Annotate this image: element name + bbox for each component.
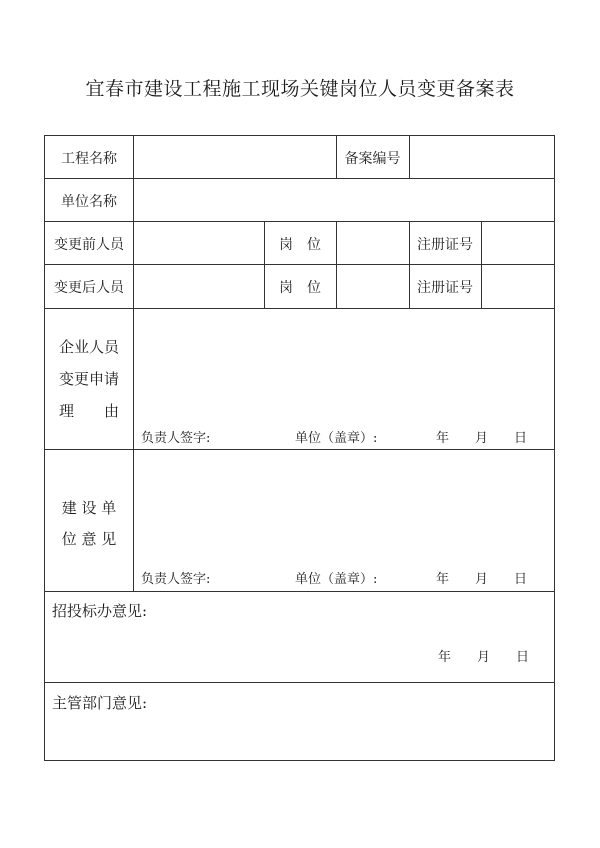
registration-number-label: 注册证号 <box>417 237 473 253</box>
seal-label: 单位（盖章）: <box>295 431 378 446</box>
bidding-office-opinion-label: 招投标办意见: <box>52 602 148 620</box>
record-number-field[interactable] <box>410 137 555 177</box>
builder-opinion-label-line: 位 意 见 <box>61 530 117 548</box>
enterprise-reason-field[interactable] <box>134 309 555 419</box>
builder-opinion-label-line: 建 设 单 <box>61 499 117 517</box>
form-title: 宜春市建设工程施工现场关键岗位人员变更备案表 <box>85 78 515 100</box>
registration-number-label: 注册证号 <box>417 280 473 296</box>
enterprise-reason-label-line: 变更申请 <box>58 370 119 388</box>
row-divider <box>45 591 554 592</box>
date-label: 年 月 日 <box>436 572 528 587</box>
row-divider <box>45 682 554 683</box>
signer-label: 负责人签字: <box>141 572 211 587</box>
date-label: 年 月 日 <box>436 431 528 446</box>
authority-opinion-field[interactable] <box>46 716 555 760</box>
personnel-before-label: 变更前人员 <box>54 237 124 253</box>
enterprise-reason-label-line: 企业人员 <box>58 338 119 356</box>
post-before-field[interactable] <box>337 222 408 263</box>
project-name-field[interactable] <box>134 137 336 177</box>
registration-number-before-field[interactable] <box>482 222 555 263</box>
unit-name-label: 单位名称 <box>61 194 117 210</box>
personnel-after-label: 变更后人员 <box>54 280 124 296</box>
registration-number-after-field[interactable] <box>482 265 555 307</box>
record-number-label: 备案编号 <box>344 151 401 167</box>
seal-label: 单位（盖章）: <box>295 572 378 587</box>
record-form <box>44 135 555 761</box>
personnel-before-field[interactable] <box>134 222 263 263</box>
project-name-label: 工程名称 <box>61 151 117 167</box>
authority-opinion-label: 主管部门意见: <box>52 694 148 712</box>
personnel-after-field[interactable] <box>134 265 263 307</box>
signer-label: 负责人签字: <box>141 431 211 446</box>
unit-name-field[interactable] <box>134 179 555 220</box>
post-label: 岗 位 <box>279 237 321 253</box>
enterprise-reason-label-line: 理 由 <box>58 402 119 420</box>
row-divider <box>45 264 554 265</box>
builder-opinion-field[interactable] <box>134 450 555 560</box>
post-label: 岗 位 <box>279 280 321 296</box>
row-divider <box>45 221 554 222</box>
date-label: 年 月 日 <box>438 650 530 665</box>
post-after-field[interactable] <box>337 265 408 307</box>
